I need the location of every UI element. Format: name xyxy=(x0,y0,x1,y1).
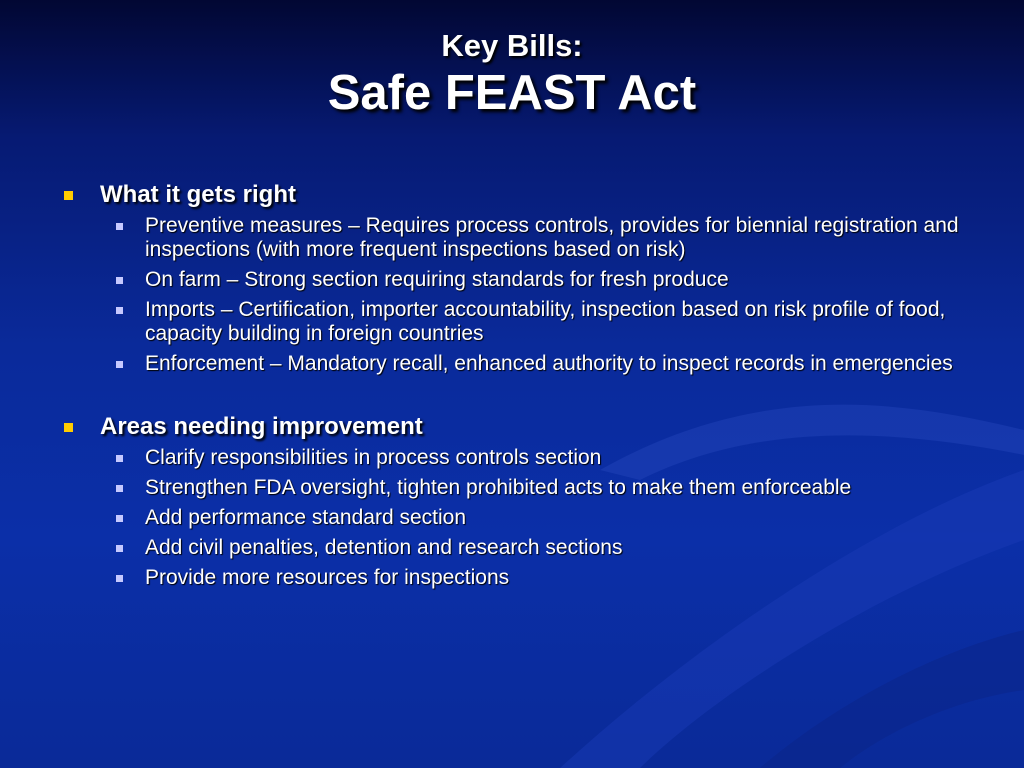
list-item-text: On farm – Strong section requiring standards for fresh produce xyxy=(145,268,729,291)
list-item-text: Clarify responsibilities in process controls section xyxy=(145,446,602,469)
title-line-1: Key Bills: xyxy=(441,28,583,63)
sub-bullet-list xyxy=(100,446,970,590)
list-item xyxy=(100,352,970,376)
list-item-text: Imports – Certification, importer accountability, inspection based on risk profile of food, capacity building in foreign countries xyxy=(145,298,946,345)
list-item xyxy=(100,506,970,530)
list-item xyxy=(100,214,970,262)
square-bullet-icon xyxy=(116,485,123,492)
list-item xyxy=(100,566,970,590)
square-bullet-icon xyxy=(116,307,123,314)
list-item xyxy=(100,298,970,346)
square-bullet-icon xyxy=(116,277,123,284)
list-item-text: Strengthen FDA oversight, tighten prohibited acts to make them enforceable xyxy=(145,476,852,499)
title-line-2: Safe FEAST Act xyxy=(327,66,697,120)
square-bullet-icon xyxy=(116,223,123,230)
section-heading: Areas needing improvement xyxy=(100,413,423,440)
list-item-text: Enforcement – Mandatory recall, enhanced authority to inspect records in emergencies xyxy=(145,352,953,375)
list-item-text: Add performance standard section xyxy=(145,506,467,529)
list-item xyxy=(100,476,970,500)
square-bullet-icon xyxy=(116,515,123,522)
sub-bullet-list xyxy=(100,214,970,376)
square-bullet-icon xyxy=(116,575,123,582)
square-bullet-icon xyxy=(116,361,123,368)
list-item xyxy=(100,268,970,292)
slide-content xyxy=(60,180,970,596)
list-item-text: Add civil penalties, detention and research sections xyxy=(145,536,623,559)
square-bullet-icon xyxy=(64,191,73,200)
list-item-text: Provide more resources for inspections xyxy=(145,566,510,589)
section-what-it-gets-right xyxy=(60,180,970,376)
list-item xyxy=(100,536,970,560)
square-bullet-icon xyxy=(116,455,123,462)
list-item-text: Preventive measures – Requires process controls, provides for biennial registration and inspections (with more frequent inspections based on risk) xyxy=(145,214,959,261)
list-item xyxy=(100,446,970,470)
square-bullet-icon xyxy=(116,545,123,552)
section-heading: What it gets right xyxy=(100,181,296,208)
slide-title xyxy=(0,28,1024,122)
section-areas-needing-improvement xyxy=(60,412,970,590)
square-bullet-icon xyxy=(64,423,73,432)
